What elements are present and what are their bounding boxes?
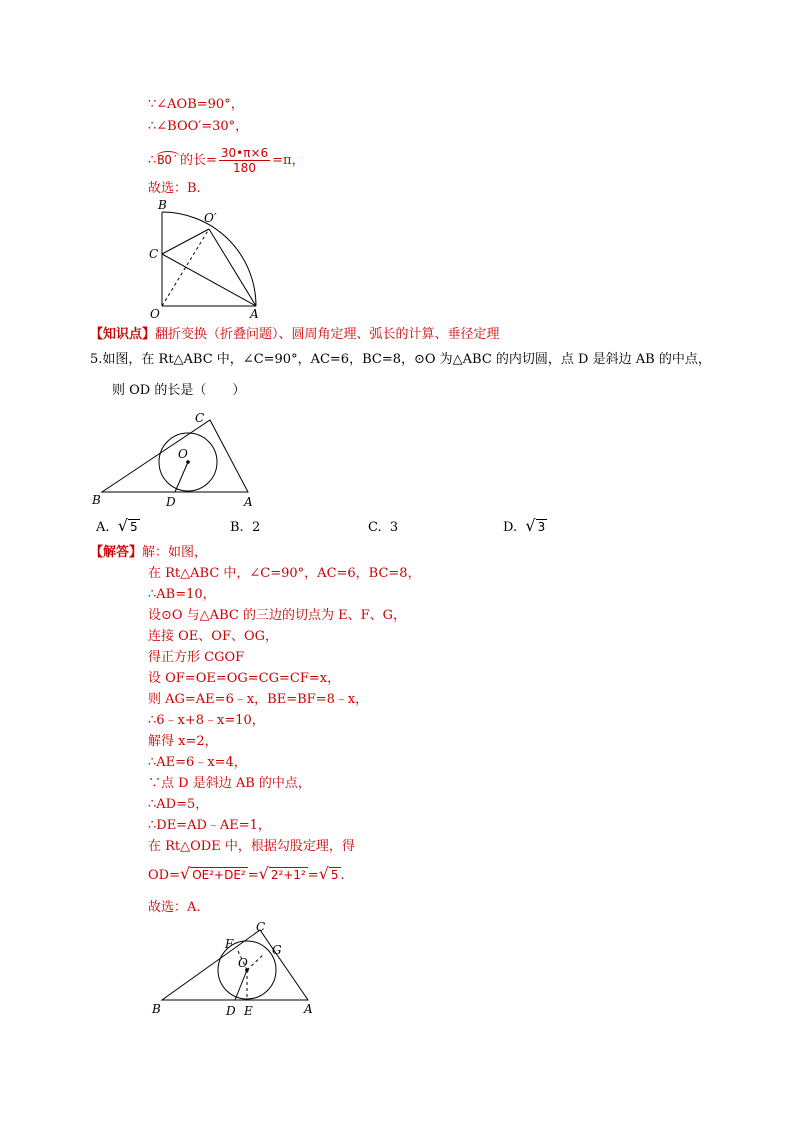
answer-intro: 解：如图， — [142, 545, 208, 560]
label-g: G — [272, 943, 282, 957]
knowledge-tag: 【知识点】 — [90, 327, 156, 342]
answer-header — [90, 545, 207, 561]
answer-step: 连接 OE、OF、OG， — [148, 629, 279, 644]
label-a: A — [304, 1002, 313, 1016]
question-text: 5.如图，在 Rt△ABC 中，∠C=90°，AC=6，BC=8，⊙O 为△ABC 的内切圆，点 D 是斜边 AB 的中点， — [90, 352, 711, 367]
radicand: 5 — [330, 868, 339, 882]
answer-step: ∵点 D 是斜边 AB 的中点， — [148, 776, 311, 791]
segment-og — [247, 954, 264, 970]
answer-step: 解得 x=2， — [148, 734, 218, 749]
solution-line: ∴∠BOO′=30°， — [148, 119, 249, 134]
answer-step: ∴AD=5， — [148, 797, 209, 812]
answer-step: ∴DE=AD﹣AE=1， — [148, 818, 271, 833]
numerator: 30•π×6 — [220, 146, 269, 160]
sqrt-icon: √ — [117, 516, 128, 535]
label-b: B — [152, 1002, 161, 1016]
answer-step: 在 Rt△ABC 中，∠C=90°，AC=6，BC=8， — [148, 566, 421, 581]
text: OD= — [148, 868, 180, 883]
therefore-symbol: ∴ — [148, 153, 157, 168]
text: 的长= — [179, 153, 217, 168]
option-value: 5 — [130, 520, 138, 534]
fraction — [219, 146, 270, 175]
label-d: D — [166, 495, 176, 509]
label-o-prime: O′ — [204, 211, 217, 225]
answer-step: 则 AG=AE=6﹣x，BE=BF=8﹣x， — [148, 692, 369, 707]
text: . — [340, 868, 345, 883]
text: =π， — [272, 153, 305, 168]
segment-co — [162, 229, 209, 254]
sqrt-icon: √ — [258, 864, 269, 883]
label-c: C — [195, 411, 205, 425]
label-e: E — [244, 1004, 253, 1018]
option-label: C. — [368, 520, 382, 535]
label-b: B — [158, 198, 167, 212]
label-o: O — [238, 956, 248, 970]
solution-line: ∵∠AOB=90°， — [148, 97, 244, 112]
label-f: F — [225, 937, 234, 951]
knowledge-text: 翻折变换（折叠问题）、圆周角定理、弧长的计算、垂径定理 — [155, 327, 500, 342]
option-value: 3 — [537, 520, 546, 534]
answer-tag: 【解答】 — [90, 545, 143, 560]
label-b: B — [92, 493, 101, 507]
answer-step: 设⊙O 与△ABC 的三边的切点为 E、F、G， — [148, 608, 406, 623]
answer-step: 在 Rt△ODE 中，根据勾股定理，得 — [148, 839, 355, 854]
segment-od — [175, 462, 188, 492]
answer-step: ∴AE=6﹣x=4， — [148, 755, 247, 770]
option-label: D. — [503, 520, 518, 535]
sqrt-icon: √ — [179, 864, 191, 883]
radicand: 2²+1² — [270, 868, 306, 882]
option-b[interactable] — [230, 520, 260, 536]
answer-step: ∴6﹣x+8﹣x=10， — [148, 713, 265, 728]
segment-od — [235, 970, 247, 1000]
question-text: 则 OD 的长是（ ） — [112, 383, 246, 398]
option-value: 3 — [389, 520, 399, 535]
label-a: A — [244, 495, 253, 509]
arc-ba — [162, 212, 256, 306]
option-c[interactable] — [368, 520, 398, 536]
option-d[interactable] — [503, 518, 547, 536]
knowledge-point — [90, 327, 500, 343]
label-c: C — [256, 920, 266, 934]
triangle-abc — [102, 420, 248, 492]
text: = — [307, 868, 319, 883]
label-a: A — [250, 307, 259, 321]
answer-step: 设 OF=OE=OG=CG=CF=x， — [148, 671, 341, 686]
solution-line-arc-length — [148, 146, 305, 175]
answer-step: ∴AB=10， — [148, 587, 216, 602]
figure-incircle-solution — [148, 918, 328, 1020]
text: = — [247, 868, 259, 883]
option-label: A. — [96, 520, 110, 535]
option-value: 2 — [251, 520, 261, 535]
answer-choice: 故选：A. — [148, 900, 201, 915]
solution-choice: 故选：B. — [148, 181, 201, 196]
figure-incircle — [88, 410, 268, 510]
arc-label: BO′ — [157, 153, 179, 167]
segment-ca — [162, 254, 256, 306]
radicand: OE²+DE² — [192, 868, 246, 882]
answer-step: 得正方形 CGOF — [148, 650, 245, 665]
label-o: O — [150, 307, 160, 321]
sqrt-icon: √ — [318, 864, 329, 883]
option-a[interactable] — [96, 518, 140, 536]
label-d: D — [226, 1004, 236, 1018]
triangle-abc — [162, 930, 308, 1000]
denominator: 180 — [233, 161, 256, 175]
label-c: C — [149, 247, 159, 261]
label-o: O — [178, 447, 188, 461]
figure-quarter-circle — [140, 196, 270, 322]
sqrt-icon: √ — [525, 516, 536, 535]
answer-step-od — [148, 866, 345, 884]
option-label: B. — [230, 520, 244, 535]
segment-oa-prime — [209, 229, 256, 306]
